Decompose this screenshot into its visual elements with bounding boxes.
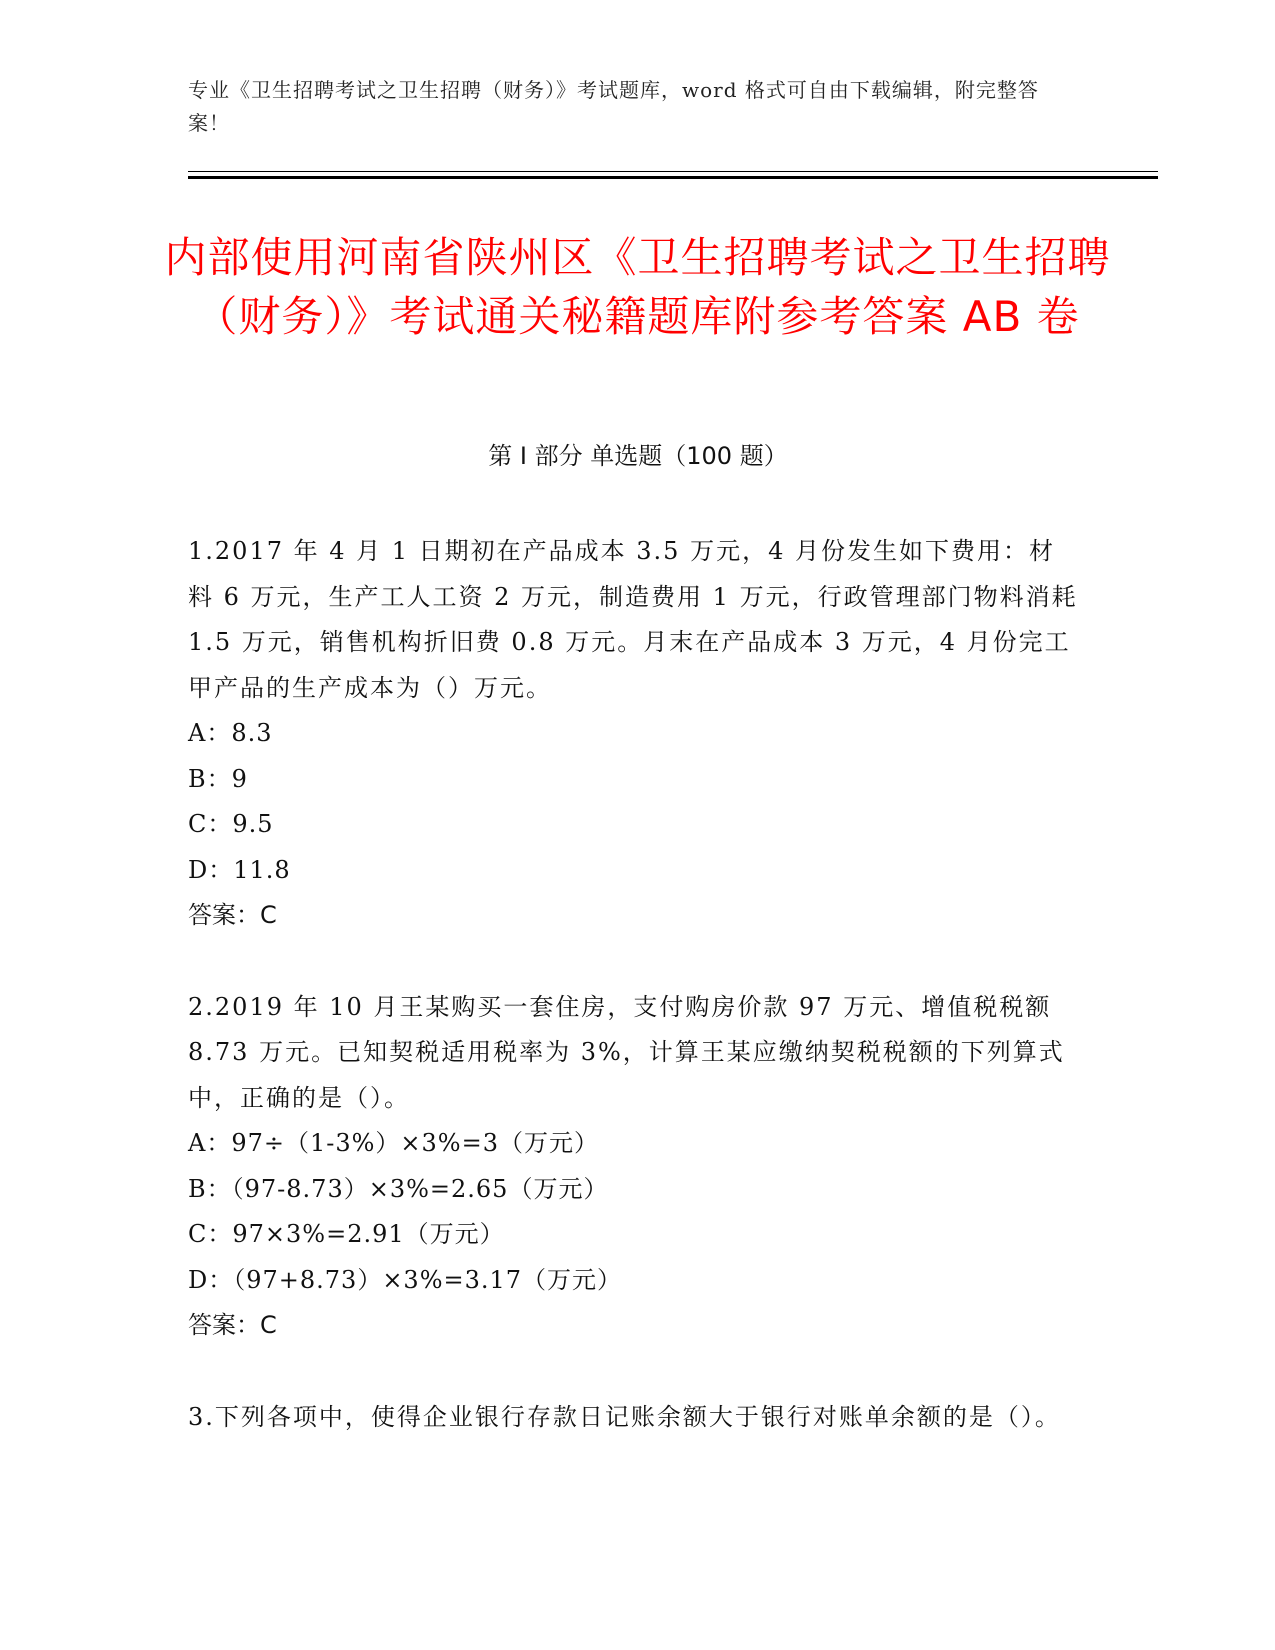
header-rule-thick: [188, 176, 1158, 179]
option-c: C：9.5: [188, 810, 274, 838]
option-c: C：97×3%=2.91（万元）: [188, 1220, 505, 1248]
answer: 答案：C: [188, 1311, 277, 1339]
option-d: D：（97+8.73）×3%=3.17（万元）: [188, 1265, 623, 1294]
section-heading: 第 I 部分 单选题（100 题）: [488, 442, 788, 470]
question-list: [188, 529, 1078, 1486]
option-b: B：（97-8.73）×3%=2.65（万元）: [188, 1174, 609, 1203]
document-title: 内部使用河南省陕州区《卫生招聘考试之卫生招聘（财务）》考试通关秘籍题库附参考答案 AB 卷: [164, 233, 1111, 341]
header-note: 专业《卫生招聘考试之卫生招聘（财务）》考试题库，word 格式可自由下载编辑，附完整答案！: [188, 78, 1039, 135]
answer: 答案：C: [188, 901, 277, 929]
question-2: [188, 985, 1078, 1349]
question-stem: 3.下列各项中，使得企业银行存款日记账余额大于银行对账单余额的是（）。: [188, 1402, 1061, 1431]
question-3: [188, 1395, 1078, 1441]
option-a: A：97÷（1-3%）×3%=3（万元）: [188, 1129, 599, 1157]
header-rule-thin: [188, 171, 1158, 172]
question-stem: 2.2019 年 10 月王某购买一套住房，支付购房价款 97 万元、增值税税额 8.73 万元。已知契税适用税率为 3%，计算王某应缴纳契税税额的下列算式中，正确的是（）。: [188, 992, 1065, 1112]
question-stem: 1.2017 年 4 月 1 日期初在产品成本 3.5 万元，4 月份发生如下费用：材料 6 万元，生产工人工资 2 万元，制造费用 1 万元，行政管理部门物料消耗 1.5 万元，销售机构折旧费 0.8 万元。月末在产品成本 3 万元，4 月份完工甲产品的生产成本为（）万元。: [188, 537, 1078, 702]
option-a: A：8.3: [188, 719, 273, 747]
question-1: [188, 529, 1078, 939]
option-d: D：11.8: [188, 855, 291, 884]
option-b: B：9: [188, 764, 248, 793]
